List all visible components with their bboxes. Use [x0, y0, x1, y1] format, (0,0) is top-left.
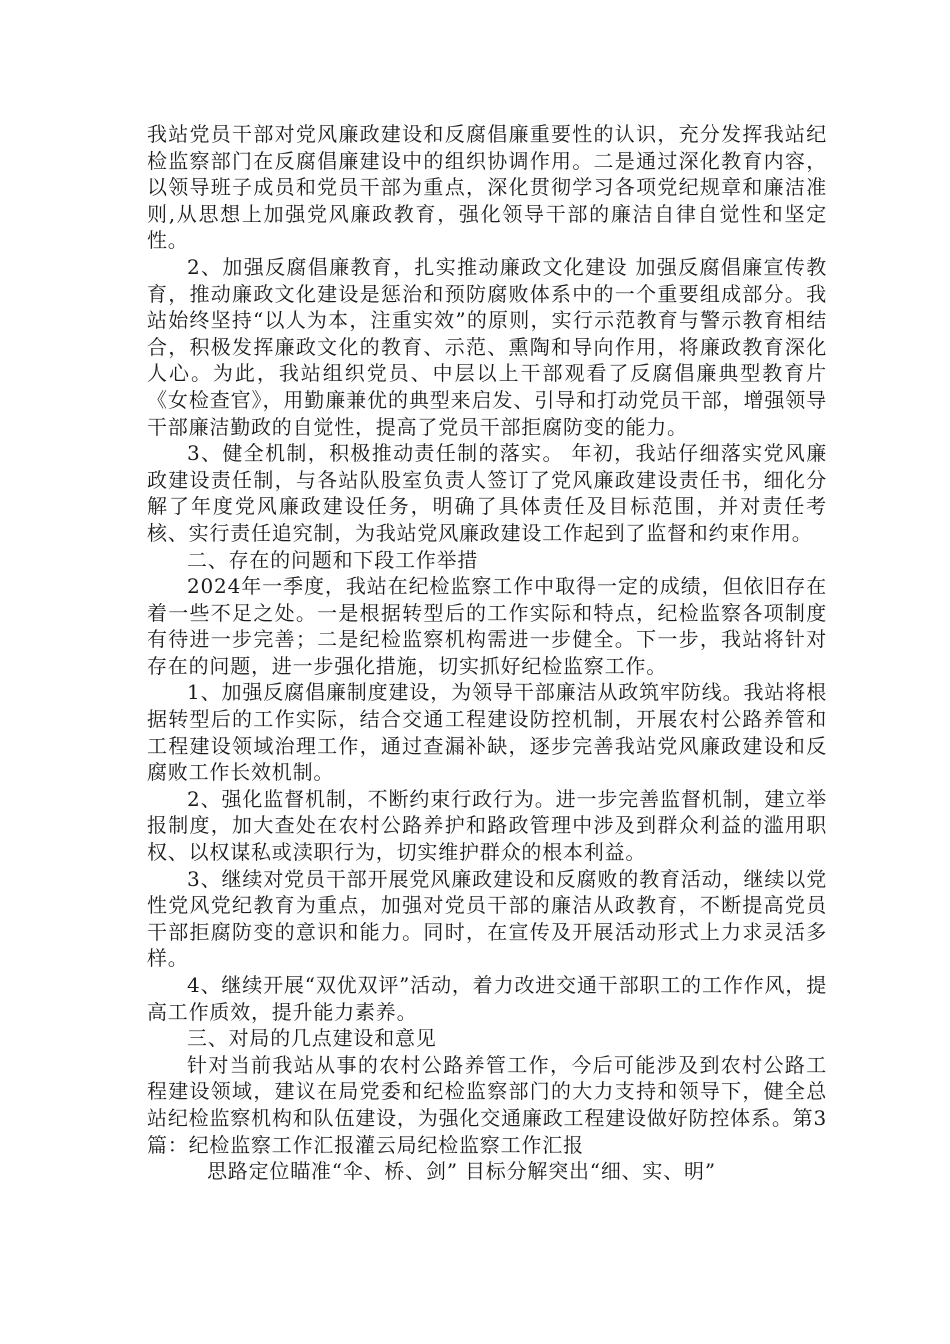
paragraph-3: 3、健全机制，积极推动责任制的落实。 年初，我站仔细落实党风廉政建设责任制，与各站队股室负责人签订了党风廉政建设责任书，细化分解了年度党风廉政建设任务，明确了具体责任及目标范围，并对责任考核、实行责任追究制，为我站党风廉政建设工作起到了监督和约束作用。 — [147, 441, 827, 545]
section-heading-2: 二、存在的问题和下段工作举措 — [187, 547, 479, 572]
paragraph-10: 思路定位瞄准“伞、桥、剑” 目标分解突出“细、实、明” — [207, 1159, 716, 1184]
paragraph-2: 2、加强反腐倡廉教育，扎实推动廉政文化建设 加强反腐倡廉宣传教育，推动廉政文化建设是惩治和预防腐败体系中的一个重要组成部分。我站始终坚持“以人为本，注重实效”的原则，实行示范教育与警示教育相结合，积极发挥廉政文化的教育、示范、熏陶和导向作用，将廉政教育深化人心。为此，我站组织党员、中层以上干部观看了反腐倡廉典型教育片《女检查官》，用勤廉兼优的典型来启发、引导和打动党员干部，增强领导干部廉洁勤政的自觉性，提高了党员干部拒腐防变的能力。 — [147, 254, 827, 439]
paragraph-8: 4、继续开展“双优双评”活动，着力改进交通干部职工的工作作风，提高工作质效，提升能力素养。 — [147, 973, 827, 1024]
paragraph-7: 3、继续对党员干部开展党风廉政建设和反腐败的教育活动，继续以党性党风党纪教育为重点，加强对党员干部的廉洁从政教育，不断提高党员干部拒腐防变的意识和能力。同时，在宣传及开展活动形式上力求灵活多样。 — [147, 866, 827, 971]
paragraph-1: 我站党员干部对党风廉政建设和反腐倡廉重要性的认识，充分发挥我站纪检监察部门在反腐倡廉建设中的组织协调作用。二是通过深化教育内容，以领导班子成员和党员干部为重点，深化贯彻学习各项党纪规章和廉洁准则,从思想上加强党风廉政教育，强化领导干部的廉洁自律自觉性和坚定性。 — [147, 122, 827, 253]
section-heading-3: 三、对局的几点建设和意见 — [187, 1026, 437, 1051]
paragraph-6: 2、强化监督机制，不断约束行政行为。进一步完善监督机制，建立举报制度，加大查处在农村公路养护和路政管理中涉及到群众利益的滥用职权、以权谋私或渎职行为，切实维护群众的根本利益。 — [147, 786, 827, 865]
paragraph-9: 针对当前我站从事的农村公路养管工作，今后可能涉及到农村公路工程建设领域，建议在局党委和纪检监察部门的大力支持和领导下，健全总站纪检监察机构和队伍建设，为强化交通廉政工程建设做好防控体系。第3篇：纪检监察工作汇报灌云局纪检监察工作汇报 — [147, 1052, 827, 1157]
document-page — [147, 121, 827, 1185]
paragraph-4: 2024年一季度，我站在纪检监察工作中取得一定的成绩，但依旧存在着一些不足之处。一是根据转型后的工作实际和特点，纪检监察各项制度有待进一步完善；二是纪检监察机构需进一步健全。下一步，我站将针对存在的问题，进一步强化措施，切实抓好纪检监察工作。 — [147, 574, 827, 678]
paragraph-5: 1、加强反腐倡廉制度建设，为领导干部廉洁从政筑牢防线。我站将根据转型后的工作实际，结合交通工程建设防控机制，开展农村公路养管和工程建设领域治理工作，通过查漏补缺，逐步完善我站党风廉政建设和反腐败工作长效机制。 — [147, 680, 827, 785]
